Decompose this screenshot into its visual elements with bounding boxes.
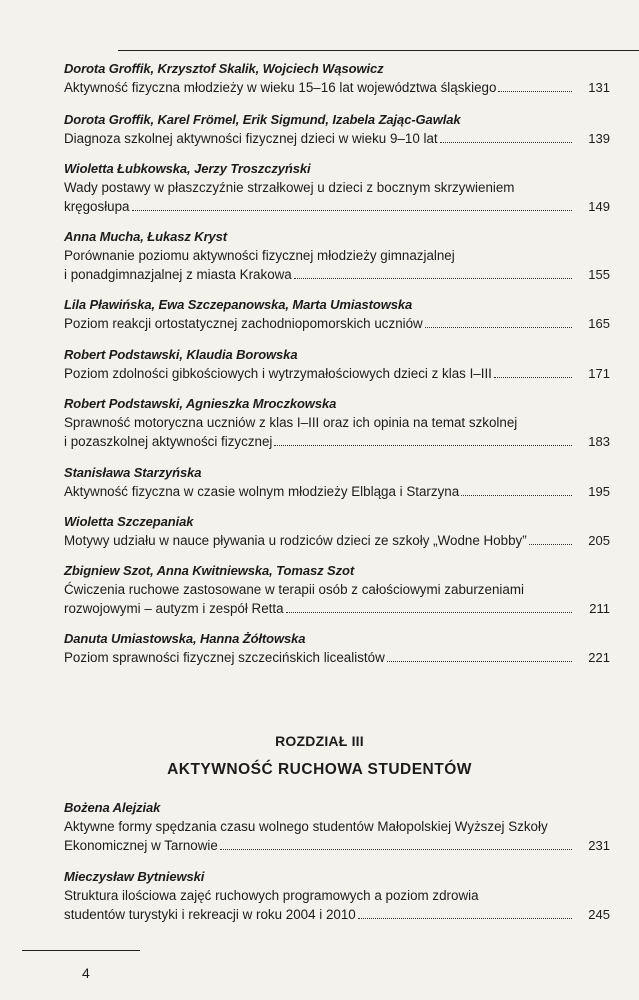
- entry-title-line: Aktywne formy spędzania czasu wolnego studentów Małopolskiej Wyższej Szkoły: [64, 819, 548, 834]
- entry-title-line: [64, 129, 610, 148]
- entry-page-number: 149: [588, 199, 610, 214]
- entry-page-number: 131: [588, 80, 610, 95]
- entry-page-number: 231: [588, 838, 610, 853]
- entry-title: i ponadgimnazjalnej z miasta Krakowa: [64, 267, 292, 282]
- dot-leader: [358, 918, 572, 919]
- entry-authors: Bożena Alejziak: [64, 800, 161, 815]
- toc-entry[interactable]: [64, 160, 610, 216]
- top-rule: [118, 50, 639, 51]
- toc-entry[interactable]: [64, 513, 610, 550]
- chapter-title: AKTYWNOŚĆ RUCHOWA STUDENTÓW: [167, 761, 472, 778]
- entry-title-line: [64, 836, 610, 855]
- entry-authors: Mieczysław Bytniewski: [64, 869, 205, 884]
- entry-title: Ekonomicznej w Tarnowie: [64, 838, 218, 853]
- dot-leader: [132, 210, 572, 211]
- entry-page-number: 171: [588, 366, 610, 381]
- entry-title: Aktywność fizyczna młodzieży w wieku 15–16 lat województwa śląskiego: [64, 80, 497, 95]
- entry-authors: Dorota Groffik, Krzysztof Skalik, Wojciech Wąsowicz: [64, 61, 384, 76]
- entry-page-number: 165: [588, 316, 610, 331]
- dot-leader: [286, 612, 572, 613]
- entry-title-line: Wady postawy w płaszczyźnie strzałkowej u dzieci z bocznym skrzywieniem: [64, 180, 515, 195]
- entry-title: Poziom zdolności gibkościowych i wytrzymałościowych dzieci z klas I–III: [64, 366, 492, 381]
- entry-authors: Wioletta Łubkowska, Jerzy Troszczyński: [64, 161, 311, 176]
- entry-title-line: [64, 531, 610, 550]
- entry-authors: Stanisława Starzyńska: [64, 465, 202, 480]
- entry-title-line: [64, 482, 610, 501]
- entry-page-number: 205: [588, 533, 610, 548]
- toc-entry[interactable]: [64, 464, 610, 501]
- entry-title: Poziom reakcji ortostatycznej zachodniopomorskich uczniów: [64, 316, 423, 331]
- dot-leader: [425, 327, 572, 328]
- entry-authors: Dorota Groffik, Karel Frömel, Erik Sigmund, Izabela Zając-Gawlak: [64, 112, 461, 127]
- entry-page-number: 211: [589, 601, 610, 616]
- entry-authors: Lila Pławińska, Ewa Szczepanowska, Marta Umiastowska: [64, 297, 413, 312]
- dot-leader: [274, 445, 572, 446]
- toc-entry[interactable]: [64, 562, 610, 618]
- entry-title: Motywy udziału w nauce pływania u rodziców dzieci ze szkoły „Wodne Hobby”: [64, 533, 527, 548]
- toc-entry[interactable]: [64, 799, 610, 855]
- entry-title-line: [64, 432, 610, 451]
- entry-title-line: [64, 648, 610, 667]
- entry-page-number: 221: [588, 650, 610, 665]
- dot-leader: [494, 377, 572, 378]
- entry-authors: Robert Podstawski, Klaudia Borowska: [64, 347, 298, 362]
- toc-entry[interactable]: [64, 868, 610, 924]
- entry-title: Diagnoza szkolnej aktywności fizycznej dzieci w wieku 9–10 lat: [64, 131, 438, 146]
- entry-title-line: [64, 265, 610, 284]
- toc-entry[interactable]: [64, 346, 610, 383]
- dot-leader: [220, 849, 572, 850]
- entry-authors: Zbigniew Szot, Anna Kwitniewska, Tomasz Szot: [64, 563, 355, 578]
- entry-authors: Anna Mucha, Łukasz Kryst: [64, 229, 228, 244]
- dot-leader: [529, 544, 572, 545]
- entry-title: rozwojowymi – autyzm i zespół Retta: [64, 601, 284, 616]
- toc-entry[interactable]: [64, 296, 610, 333]
- entry-title-line: [64, 78, 610, 97]
- entry-title-line: Sprawność motoryczna uczniów z klas I–III oraz ich opinia na temat szkolnej: [64, 415, 518, 430]
- toc-entry[interactable]: [64, 228, 610, 284]
- entry-title-line: [64, 197, 610, 216]
- dot-leader: [387, 661, 572, 662]
- entry-title-line: [64, 905, 610, 924]
- toc-entry[interactable]: [64, 630, 610, 667]
- toc-entry[interactable]: [64, 395, 610, 451]
- page-number: 4: [82, 965, 90, 981]
- dot-leader: [461, 495, 572, 496]
- entry-title-line: Ćwiczenia ruchowe zastosowane w terapii osób z całościowymi zaburzeniami: [64, 582, 524, 597]
- toc-entry[interactable]: [64, 111, 610, 148]
- chapter-label: ROZDZIAŁ III: [275, 733, 364, 749]
- entry-title-line: [64, 364, 610, 383]
- entry-page-number: 155: [588, 267, 610, 282]
- entry-authors: Robert Podstawski, Agnieszka Mroczkowska: [64, 396, 337, 411]
- entry-page-number: 183: [588, 434, 610, 449]
- dot-leader: [440, 142, 572, 143]
- dot-leader: [294, 278, 572, 279]
- entry-title: i pozaszkolnej aktywności fizycznej: [64, 434, 273, 449]
- bottom-rule: [22, 950, 140, 951]
- entry-title: Poziom sprawności fizycznej szczecińskich licealistów: [64, 650, 385, 665]
- entry-authors: Wioletta Szczepaniak: [64, 514, 194, 529]
- entry-title-line: [64, 599, 610, 618]
- toc-entry[interactable]: [64, 60, 610, 97]
- entry-title: kręgosłupa: [64, 199, 130, 214]
- entry-title: studentów turystyki i rekreacji w roku 2004 i 2010: [64, 907, 356, 922]
- entry-page-number: 245: [588, 907, 610, 922]
- entry-page-number: 195: [588, 484, 610, 499]
- entry-page-number: 139: [588, 131, 610, 146]
- entry-authors: Danuta Umiastowska, Hanna Żółtowska: [64, 631, 306, 646]
- entry-title-line: Porównanie poziomu aktywności fizycznej młodzieży gimnazjalnej: [64, 248, 455, 263]
- entry-title-line: Struktura ilościowa zajęć ruchowych programowych a poziom zdrowia: [64, 888, 479, 903]
- entry-title: Aktywność fizyczna w czasie wolnym młodzieży Elbląga i Starzyna: [64, 484, 460, 499]
- dot-leader: [498, 91, 572, 92]
- entry-title-line: [64, 314, 610, 333]
